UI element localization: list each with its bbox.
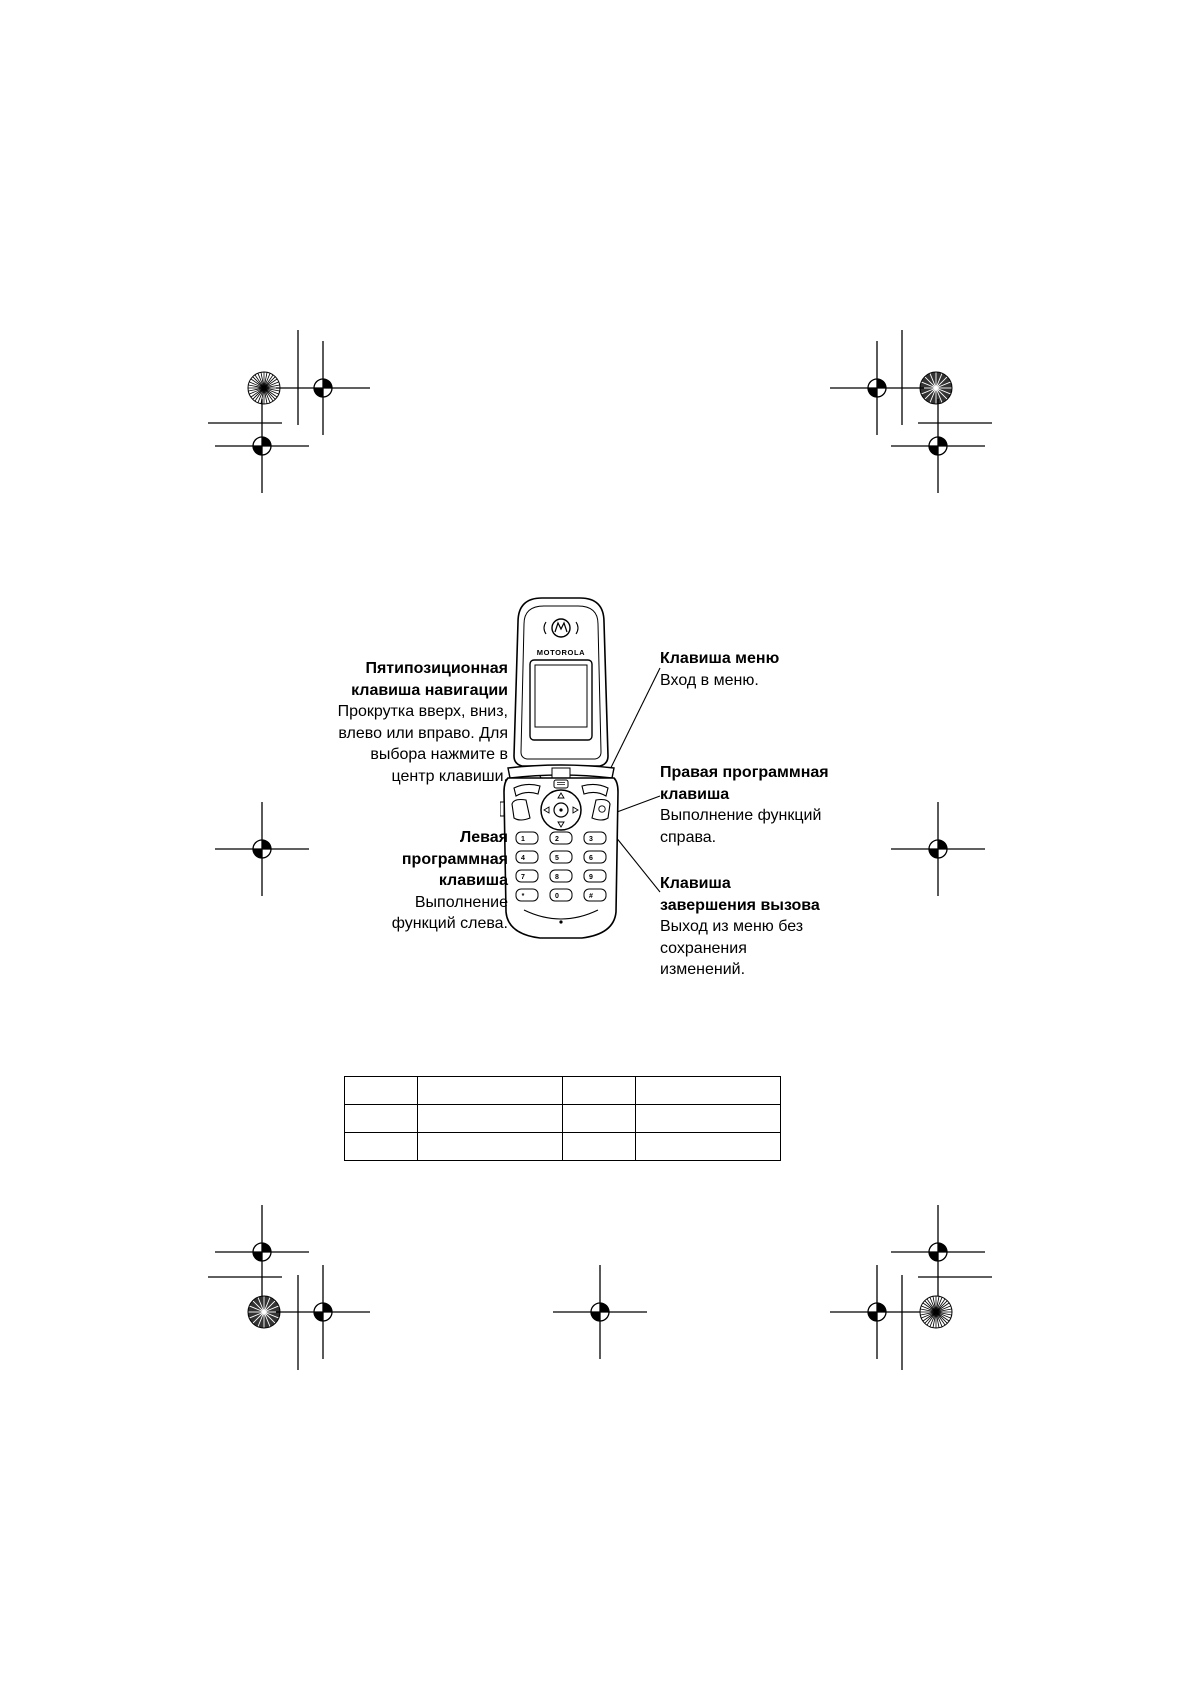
registration-crosshair [891,399,985,493]
menu-key [554,780,568,788]
callout-right-soft-key [660,762,830,848]
keypad-key [584,889,606,901]
microphone-icon [559,920,562,923]
keypad-key [584,832,606,844]
table-row [345,1077,781,1105]
callout-description: Вход в меню. [660,671,759,689]
key-label: 1 [521,836,525,843]
color-starburst-top-right [920,372,952,404]
table-cell [418,1105,563,1133]
table-row [345,1133,781,1161]
color-starburst-bottom-left [248,1296,280,1328]
registration-crosshair [276,341,370,435]
callout-description: Выполнение функций справа. [660,807,822,846]
key-label: 9 [589,874,593,881]
key-label: 4 [521,855,525,862]
registration-crosshair-right [891,802,985,896]
key-label: 7 [521,874,525,881]
table-cell [563,1133,636,1161]
display-screen [535,665,587,727]
callout-end-key [660,873,830,981]
table-cell [418,1133,563,1161]
key-label: 5 [555,855,559,862]
callout-title: Правая программная клавиша [660,764,829,803]
keypad-key [584,851,606,863]
table-cell [563,1105,636,1133]
callout-description: Выполнение функций слева. [391,893,508,932]
key-label: 2 [555,836,559,843]
key-label: 0 [555,893,559,900]
key-label: * [521,893,525,900]
key-label: 6 [589,855,593,862]
table-cell [563,1077,636,1105]
registration-crosshair-left [215,802,309,896]
brand-label: MOTOROLA [536,648,586,657]
keypad-key [550,870,572,882]
side-button [500,802,504,816]
keypad-key [516,851,538,863]
keypad-key [550,889,572,901]
registration-crosshair [830,1265,924,1359]
callout-title: Клавиша завершения вызова [660,875,820,914]
empty-form-table [344,1076,781,1161]
table-row [345,1105,781,1133]
leader-line-right-soft-key [617,796,660,812]
keypad-key [550,832,572,844]
callout-left-soft-key [352,827,508,935]
table-cell [636,1077,781,1105]
keypad-key [584,870,606,882]
callout-description: Выход из меню без сохранения изменений. [660,918,804,978]
registration-crosshair [215,399,309,493]
keypad-key [516,870,538,882]
table-cell [345,1133,418,1161]
color-starburst-top-left [248,372,280,404]
callout-menu-key [660,648,860,691]
table-cell [345,1077,418,1105]
callout-title: Левая программная клавиша [401,829,508,889]
registration-crosshair [891,1205,985,1299]
table-cell [345,1105,418,1133]
callout-description: Прокрутка вверх, вниз, влево или вправо. Для выбора нажмите в центр клавиши. [337,703,508,785]
registration-crosshair [215,1205,309,1299]
hinge-center [552,768,570,778]
callout-title: Пятипозиционная клавиша навигации [351,660,508,699]
registration-crosshair [276,1265,370,1359]
keypad-key [516,832,538,844]
keypad-key [550,851,572,863]
callout-title: Клавиша меню [660,650,780,667]
registration-crosshair-bottom-center [553,1265,647,1359]
registration-crosshair [830,341,924,435]
table-cell [636,1105,781,1133]
keypad-key [516,889,538,901]
phone-illustration [500,592,622,940]
table-cell [636,1133,781,1161]
key-label: 3 [589,836,593,843]
callout-nav-key [330,658,508,787]
key-label: 8 [555,874,559,881]
table-cell [418,1077,563,1105]
color-starburst-bottom-right [920,1296,952,1328]
key-label: # [589,893,593,900]
